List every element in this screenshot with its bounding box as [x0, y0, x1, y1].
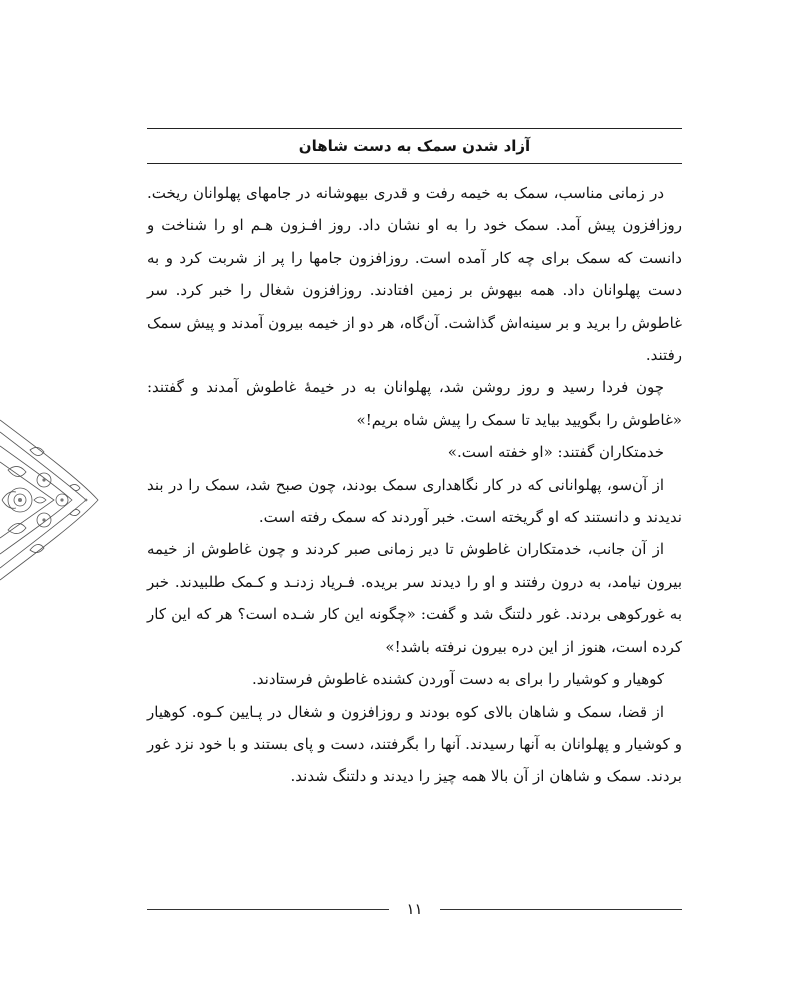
paragraph: از آن‌سو، پهلوانانی که در کار نگاهداری سمک بودند، چون صبح شد، سمک را در بند ندیدند و دانستند که او گریخته است. خبر آوردند که سمک رفته است. — [147, 475, 682, 527]
page-header — [147, 128, 682, 164]
paragraph: در زمانی مناسب، سمک به خیمه رفت و قدری بیهوشانه در جامهای پهلوانان ریخت. روزافزون پیش آمد. سمک خود را به او نشان داد. روز افـزون هـم او را شناخت و دانست که سمک برای چه کار آمده است. روزافزون جامها را پر از شربت کرد و به دست پهلوانان داد. همه بیهوش بر زمین افتادند. روزافزون شغال را خبر کرد. سر غاطوش را برید و بر سینه‌اش گذاشت. آن‌گاه، هر دو از خیمه بیرون آمدند و پیش سمک رفتند. — [147, 184, 682, 365]
footer-rule-right — [440, 909, 682, 910]
paragraph: کوهیار و کوشیار را برای به دست آوردن کشنده غاطوش فرستادند. — [252, 670, 664, 689]
paragraph: از قضا، سمک و شاهان بالای کوه بودند و روزافزون و شغال در پـایین کـوه. کوهیار و کوشیار و پهلوانان به آنها رسیدند. آنها را بگرفتند، دست و پای بستند و با خود نزد غور بردند. سمک و شاهان از آن بالا همه چیز را دیدند و دلتنگ شدند. — [147, 702, 682, 786]
paragraph: چون فردا رسید و روز روشن شد، پهلوانان به در خیمهٔ غاطوش آمدند و گفتند: «غاطوش را بگویید بیاید تا سمک را پیش شاه بریم!» — [147, 378, 682, 429]
paragraph: خدمتکاران گفتند: «او خفته است.» — [447, 443, 664, 462]
page-number: ۱۱ — [406, 900, 423, 918]
paragraph: از آن جانب، خدمتکاران غاطوش تا دیر زمانی صبر کردند و چون غاطوش از خیمه بیرون نیامد، به درون رفتند و او را دیدند سر بریده. فـریاد زدنـد و کـمک طلبیدند. خبر به غورکوهی بردند. غور دلتنگ شد و گفت: «چگونه این کار شـده است؟ هر که این کار کرده است، هنوز از این دره بیرون نرفته باشد!» — [147, 540, 682, 656]
footer-rule-left — [147, 909, 389, 910]
body-text — [147, 177, 682, 793]
page-footer — [147, 897, 682, 921]
floral-ornament — [0, 410, 100, 590]
chapter-title: آزاد شدن سمک به دست شاهان — [298, 137, 531, 155]
